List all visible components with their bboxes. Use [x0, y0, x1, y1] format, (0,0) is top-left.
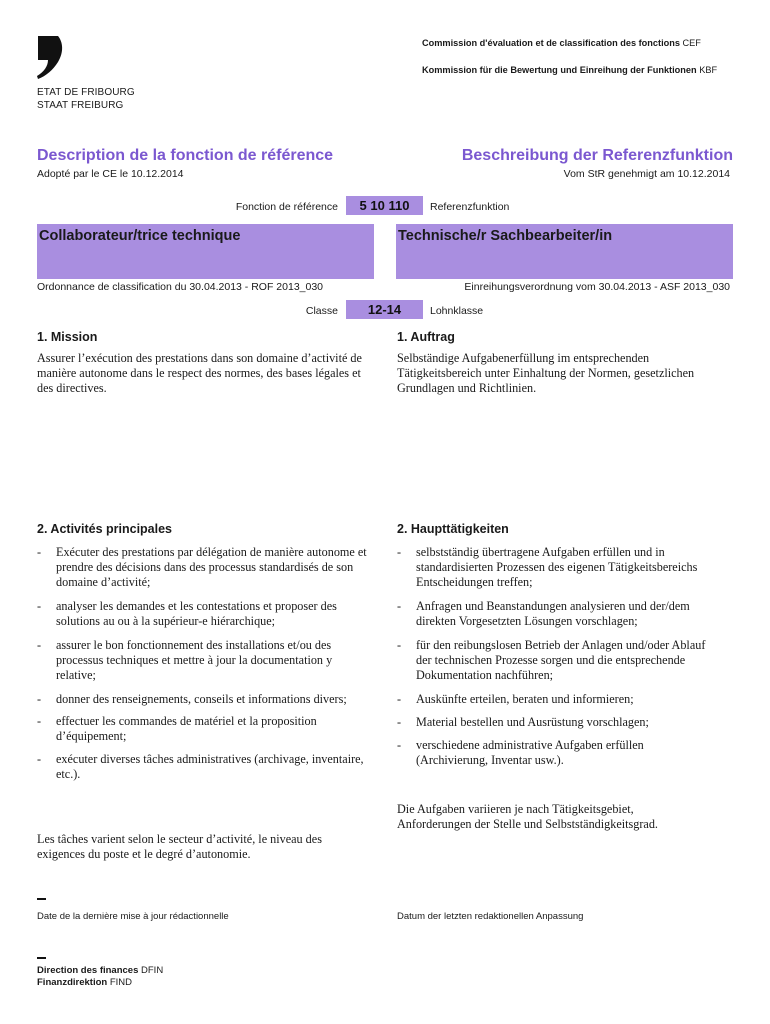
list-item: - für den reibungslosen Betrieb der Anlagen und/oder Ablauf der technischen Prozesse sorgen und die entsprechende Dokumentation nachführen; [397, 638, 706, 682]
activities-note-fr: Les tâches varient selon le secteur d’activité, le niveau des exigences du poste et le degré d’autonomie. [37, 832, 322, 861]
adopted-fr: Adopté par le CE le 10.12.2014 [37, 168, 184, 180]
direction-de: Finanzdirektion FIND [37, 977, 133, 988]
ordinance-fr: Ordonnance de classification du 30.04.2013 - ROF 2013_030 [37, 281, 324, 293]
mission-heading-de: 1. Auftrag [397, 330, 455, 344]
class-label-fr: Classe [305, 305, 338, 317]
adopted-de: Vom StR genehmigt am 10.12.2014 [563, 168, 730, 180]
commission-de: Kommission für die Bewertung und Einreihung der Funktionen KBF [422, 65, 718, 75]
reference-label-de: Referenzfunktion [430, 201, 510, 213]
last-update-label-fr: Date de la dernière mise à jour rédactionnelle [37, 911, 229, 922]
state-logo [36, 34, 66, 80]
activities-heading-de: 2. Haupttätigkeiten [397, 522, 509, 536]
function-name-fr: Collaborateur/trice technique [39, 228, 241, 244]
list-item: - verschiedene administrative Aufgaben erfüllen (Archivierung, Inventar usw.). [397, 738, 644, 767]
divider [37, 898, 46, 900]
list-item: - assurer le bon fonctionnement des installations et/ou des processus techniques et mettre à jour la documentation y relative; [37, 638, 333, 682]
function-box-de [396, 224, 733, 279]
activities-heading-fr: 2. Activités principales [37, 522, 173, 536]
list-item: - Anfragen und Beanstandungen analysieren und der/dem direkten Vorgesetzten Lösungen vorschlagen; [397, 599, 690, 628]
mission-text-fr: Assurer l’exécution des prestations dans son domaine d’activité de manière autonome dans le respect des normes, des bases légales et des directives. [37, 351, 362, 395]
commission-fr: Commission d'évaluation et de classification des fonctions CEF [422, 38, 701, 48]
list-item: - Material bestellen und Ausrüstung vorschlagen; [397, 715, 649, 729]
class-label-de: Lohnklasse [430, 305, 484, 317]
function-name-de: Technische/r Sachbearbeiter/in [398, 228, 613, 244]
reference-code: 5 10 110 [346, 196, 423, 215]
activities-list-de [397, 545, 712, 776]
list-item: - effectuer les commandes de matériel et la proposition d’équipement; [37, 714, 317, 743]
page-title-fr: Description de la fonction de référence [37, 147, 334, 164]
reference-label-fr: Fonction de référence [235, 201, 338, 213]
mission-heading-fr: 1. Mission [37, 330, 98, 344]
list-item: - Auskünfte erteilen, beraten und informieren; [397, 692, 634, 706]
org-name-fr: ETAT DE FRIBOURG [37, 87, 135, 98]
activities-note-de: Die Aufgaben variieren je nach Tätigkeitsgebiet, Anforderungen der Stelle und Selbstständigkeitsgrad. [397, 802, 658, 831]
last-update-label-de: Datum der letzten redaktionellen Anpassung [397, 911, 584, 922]
function-box-fr [37, 224, 374, 279]
mission-text-de: Selbständige Aufgabenerfüllung im entsprechenden Tätigkeitsbereich unter Einhaltung der Normen, gesetzlichen Grundlagen und Richtlinien. [397, 351, 695, 395]
page-title-de: Beschreibung der Referenzfunktion [461, 147, 733, 164]
org-name-de: STAAT FREIBURG [37, 100, 124, 111]
direction-fr: Direction des finances DFIN [37, 965, 164, 976]
ordinance-de: Einreihungsverordnung vom 30.04.2013 - ASF 2013_030 [464, 281, 730, 293]
list-item: - exécuter diverses tâches administratives (archivage, inventaire, etc.). [37, 752, 364, 781]
activities-list-fr [37, 545, 367, 790]
list-item: - donner des renseignements, conseils et informations divers; [37, 692, 347, 706]
list-item: - analyser les demandes et les contestations et proposer des solutions au ou à la supérieur-e hiérarchique; [37, 599, 337, 628]
class-value: 12-14 [346, 300, 423, 319]
list-item: - selbstständig übertragene Aufgaben erfüllen und in standardisierten Prozessen des eigenen Tätigkeitsbereichs Entscheidungen treffen; [397, 545, 698, 589]
divider [37, 957, 46, 959]
list-item: - Exécuter des prestations par délégation de manière autonome et prendre des décisions dans des processus standardisés de son domaine d’activité; [37, 545, 367, 589]
